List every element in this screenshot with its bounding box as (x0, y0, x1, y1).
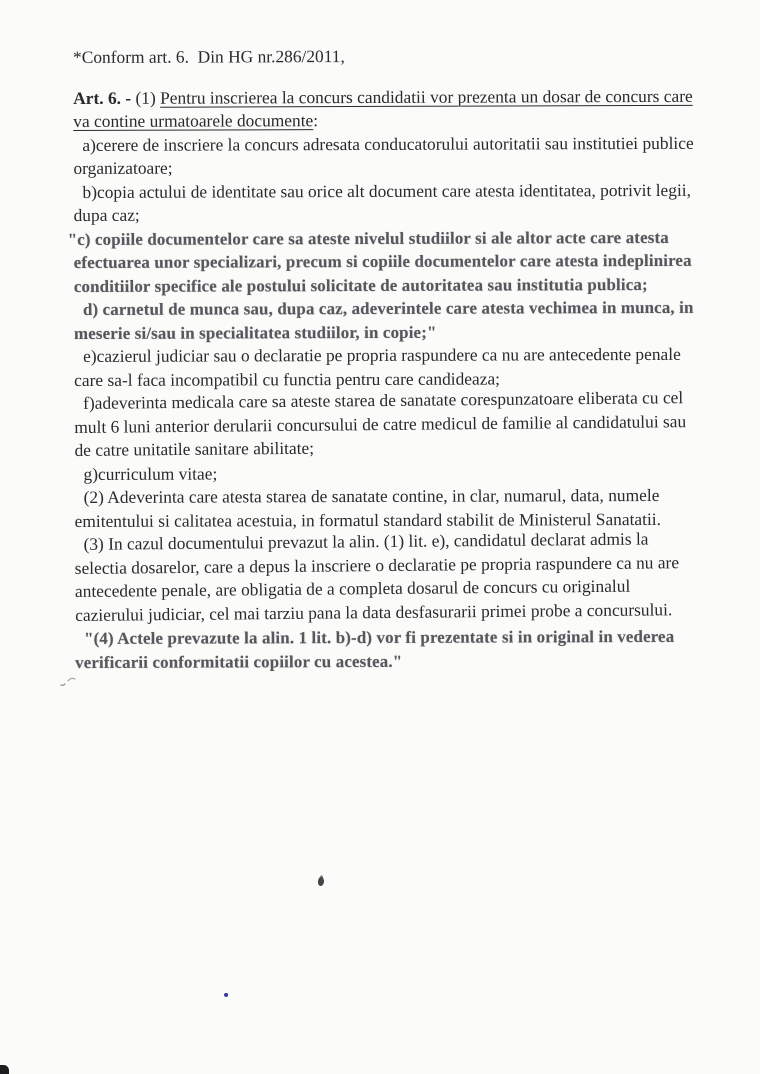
item-b (73, 178, 695, 227)
item-e-text: e)cazierul judiciar sau o declaratie pe propria raspundere ca nu are antecedente penale care sa-l faca incompatibil cu functia pentru care candideaza; (74, 343, 681, 390)
scan-corner-shadow (0, 1065, 9, 1074)
item-g-text: g)curriculum vitae; (83, 462, 218, 484)
item-d-quoted-text: d) carnetul de munca sau, dupa caz, adeverintele care atesta vechimea in munca, in meserie si/sau in specialitatea studiilor, in copie;" (73, 297, 694, 343)
item-f (74, 386, 697, 462)
item-b-text: b)copia actului de identitate sau orice alt document care atesta identitatea, potrivit legii, dupa caz; (73, 179, 691, 225)
paragraph-art6-intro-text: : (313, 110, 319, 131)
paragraph-art6-intro-text: (1) (135, 87, 161, 108)
ink-speck-artifact (317, 877, 324, 887)
paragraph-art6-intro-text: Pentru inscrierea la concurs candidatii vor prezenta un dosar de concurs care va contine urmatoarele documente (73, 85, 693, 131)
document-text-block (67, 44, 697, 674)
item-g (74, 460, 696, 486)
paragraph-alin-4-quoted-text: "(4) Actele prevazute la alin. 1 lit. b)-d) vor fi prezentate si in original in vederea verificarii conformitatii copiilor cu acestea." (75, 626, 675, 672)
paragraph-art6-intro (73, 84, 695, 133)
conform-note: *Conform art. 6. Din HG nr.286/2011, (73, 46, 345, 67)
paragraph-alin-3 (74, 527, 697, 627)
item-c-quoted (67, 225, 696, 298)
document-body (67, 84, 697, 674)
item-c-quoted-text: "c) copiile documentelor care sa ateste nivelul studiilor si ale altor acte care atesta efectuarea unor specializari, precum si copiile documentelor care atesta indeplinirea conditiilor specifice ale postului solicitate de autoritatea sau institutia publica; (67, 227, 692, 296)
item-a-text: a)cerere de inscriere la concurs adresata conducatorului autoritatii sau institutiei publice organizatoare; (73, 132, 694, 178)
blue-ink-dot-artifact (224, 993, 228, 997)
paragraph-art6-intro-text: Art. 6. - (73, 87, 136, 108)
paragraph-alin-2 (75, 484, 697, 533)
item-d-quoted (74, 296, 696, 345)
item-e (74, 343, 696, 392)
paragraph-alin-2-text: (2) Adeverinta care atesta starea de sanatate contine, in clar, numarul, data, numele emitentului si calitatea acestuia, in formatul standard stabilit de Ministerul Sanatatii. (74, 484, 661, 531)
paragraph-alin-4-quoted (75, 625, 697, 674)
item-a (73, 131, 695, 180)
pen-squiggle-artifact (58, 672, 82, 690)
item-f-text: f)adeverinta medicala care sa ateste starea de sanatate corespunzatoare eliberata cu cel mult 6 luni anterior derularii concursului de catre medicul de familie al candidatului sau de catre unitatile sanitare abilitate; (74, 387, 687, 460)
paragraph-alin-3-text: (3) In cazul documentului prevazut la alin. (1) lit. e), candidatul declarat admis la selectia dosarelor, care a depus la inscriere o declaratie pe propria raspundere ca nu are antecedente penale, are obligatia de a completa dosarul de concurs cu originalul cazierului judiciar, cel mai tarziu pana la data desfasurarii primei probe a concursului. (74, 528, 680, 625)
